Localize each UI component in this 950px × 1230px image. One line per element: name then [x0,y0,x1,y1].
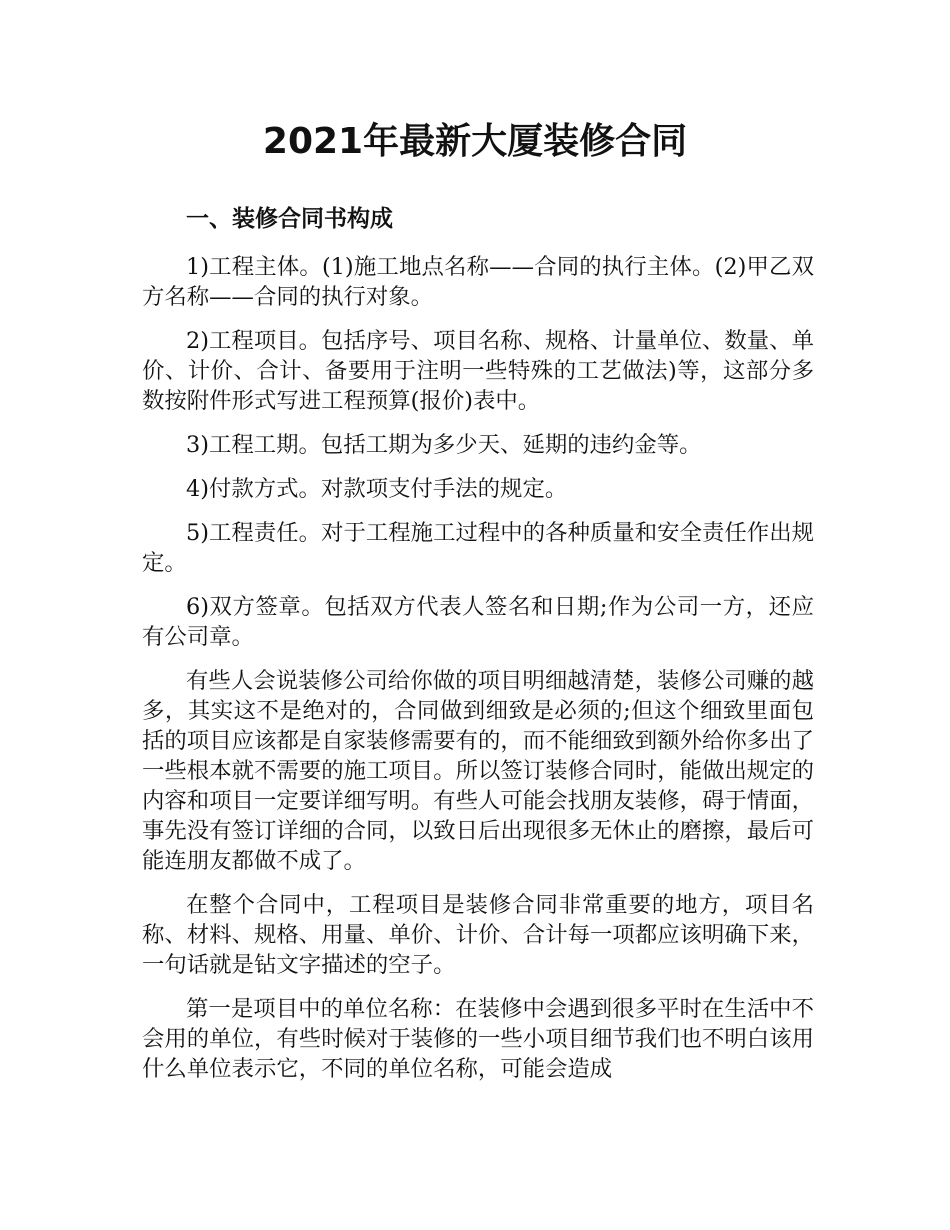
document-body [142,252,814,1098]
paragraph-project-responsibility: 5)工程责任。对于工程施工过程中的各种质量和安全责任作出规定。 [142,520,814,576]
paragraph-unit-names: 第一是项目中的单位名称：在装修中会遇到很多平时在生活中不会用的单位，有些时候对于装修的一些小项目细节我们也不明白该用什么单位表示它，不同的单位名称，可能会造成 [142,996,814,1082]
section-heading: 一、装修合同书构成 [186,206,393,232]
paragraph-signatures: 6)双方签章。包括双方代表人签名和日期;作为公司一方，还应有公司章。 [142,594,814,650]
paragraph-project-importance: 在整个合同中，工程项目是装修合同非常重要的地方，项目名称、材料、规格、用量、单价、计价、合计每一项都应该明确下来，一句话就是钻文字描述的空子。 [142,892,814,978]
paragraph-detail-discussion: 有些人会说装修公司给你做的项目明细越清楚，装修公司赚的越多，其实这不是绝对的，合同做到细致是必须的;但这个细致里面包括的项目应该都是自家装修需要有的，而不能细致到额外给你多出了一些根本就不需要的施工项目。所以签订装修合同时，能做出规定的内容和项目一定要详细写明。有些人可能会找朋友装修，碍于情面，事先没有签订详细的合同，以致日后出现很多无休止的磨擦，最后可能连朋友都做不成了。 [142,668,814,874]
paragraph-project-items: 2)工程项目。包括序号、项目名称、规格、计量单位、数量、单价、计价、合计、备要用于注明一些特殊的工艺做法)等，这部分多数按附件形式写进工程预算(报价)表中。 [142,328,814,414]
paragraph-project-duration: 3)工程工期。包括工期为多少天、延期的违约金等。 [186,432,702,458]
paragraph-payment-method: 4)付款方式。对款项支付手法的规定。 [186,476,568,502]
document-title: 2021年最新大厦装修合同 [262,121,688,162]
paragraph-project-subject: 1)工程主体。(1)施工地点名称——合同的执行主体。(2)甲乙双方名称——合同的执行对象。 [142,254,814,310]
